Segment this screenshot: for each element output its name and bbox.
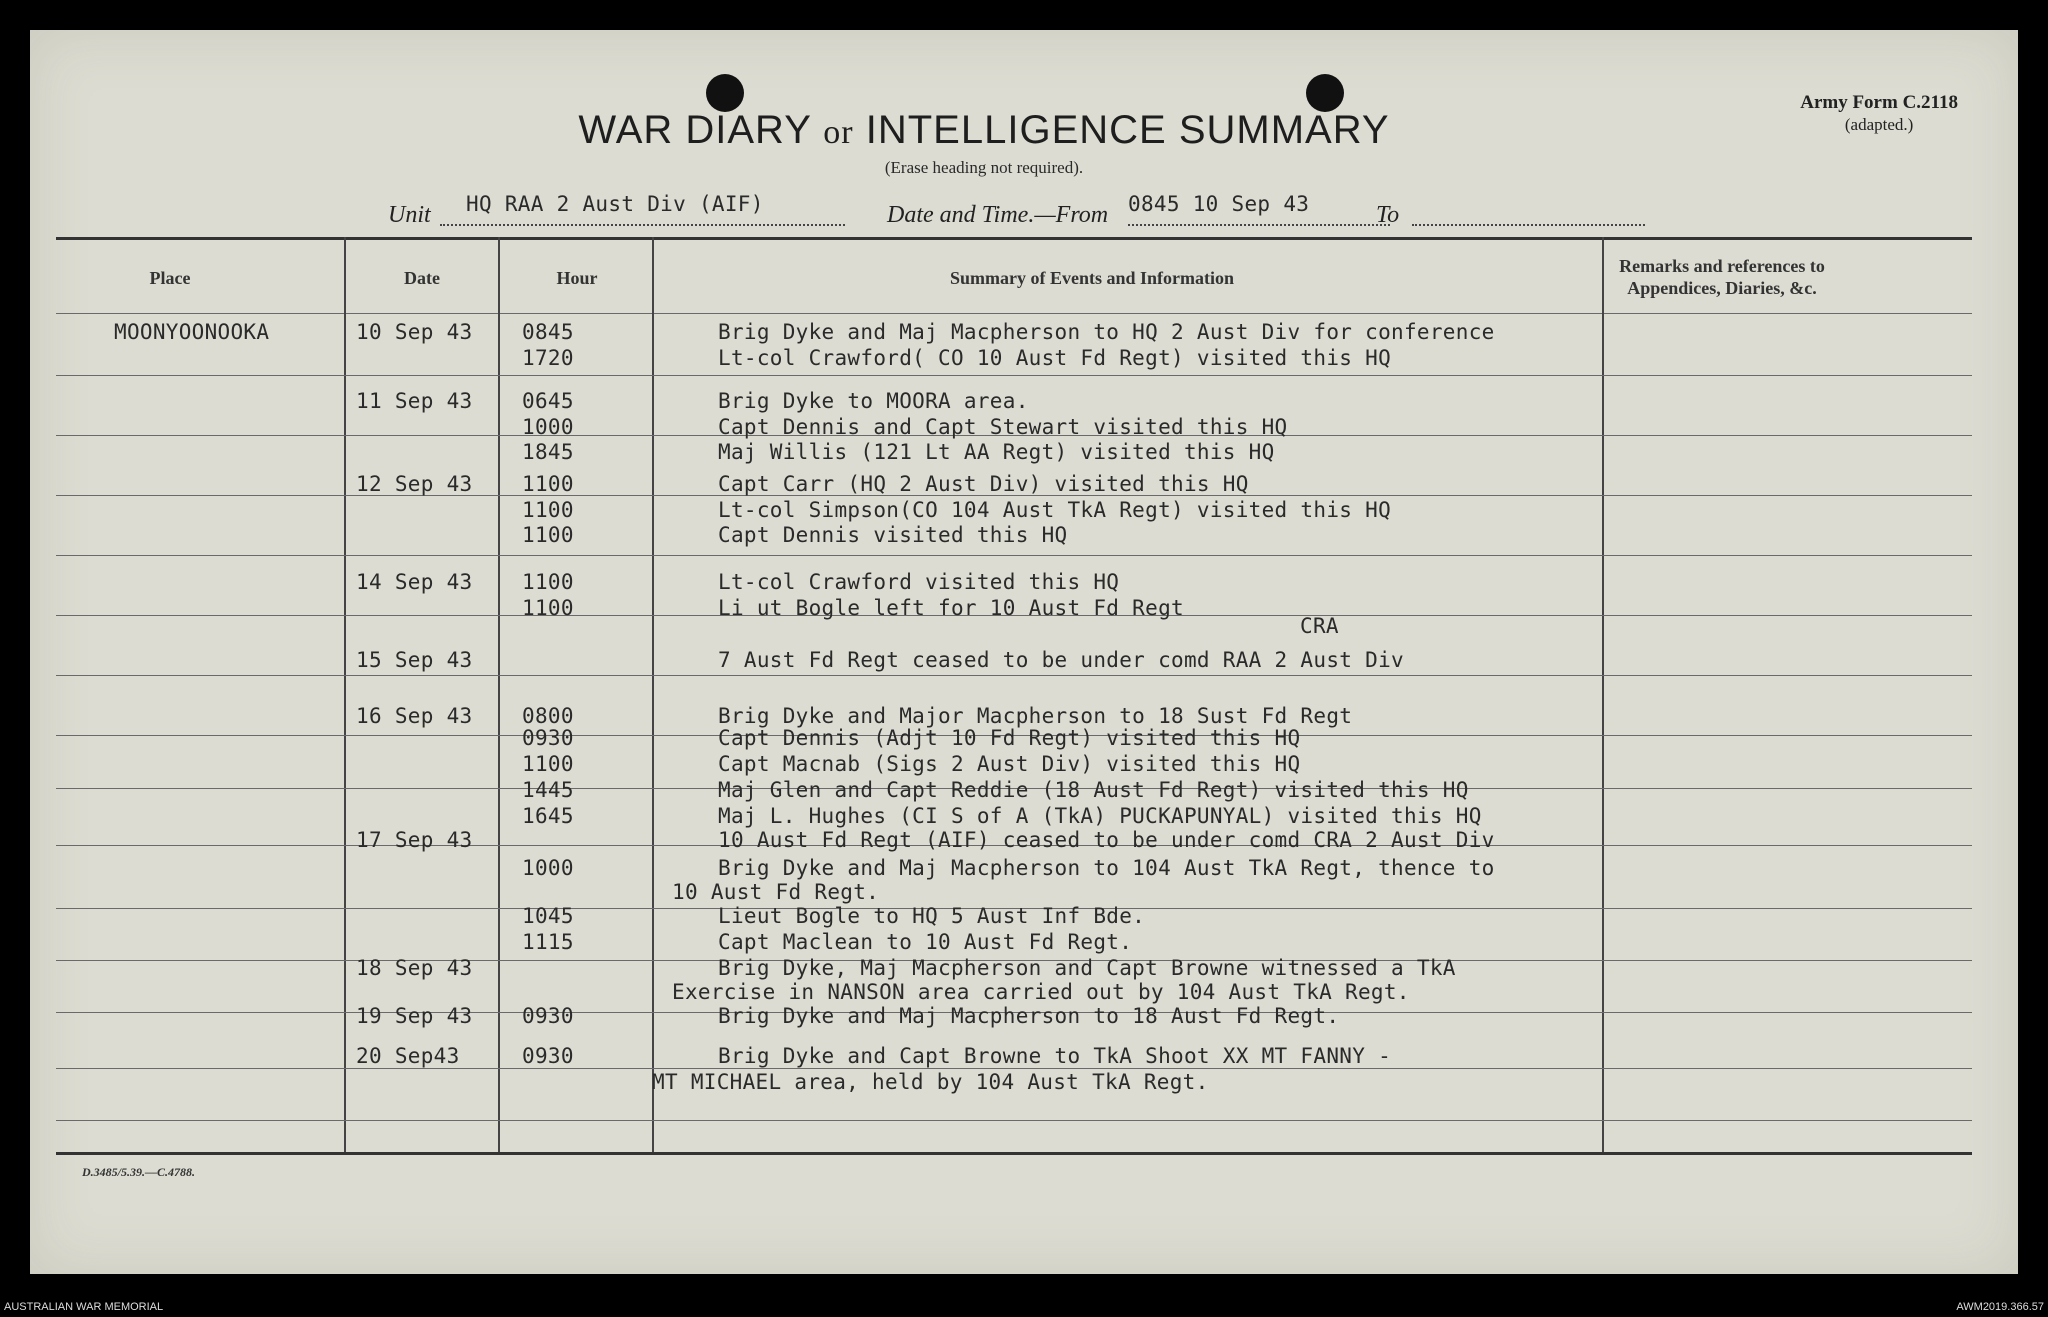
entry-summary: Exercise in NANSON area carried out by 104 Aust TkA Regt. [672, 980, 1410, 1004]
entry-date: 14 Sep 43 [356, 570, 473, 594]
table-row-rule [56, 1068, 1972, 1069]
entry-summary: Brig Dyke, Maj Macpherson and Capt Browne witnessed a TkA [718, 956, 1456, 980]
entry-hour: 1100 [522, 523, 574, 547]
entry-summary: Capt Dennis and Capt Stewart visited this HQ [718, 415, 1288, 439]
archive-reference: AWM2019.366.57 [1956, 1301, 2044, 1313]
header-remarks [1532, 255, 1912, 299]
unit-dotline [440, 224, 845, 226]
entry-summary: Brig Dyke and Maj Macpherson to 104 Aust TkA Regt, thence to [718, 856, 1495, 880]
entry-hour: 0930 [522, 1044, 574, 1068]
entry-hour: 1445 [522, 778, 574, 802]
unit-value: HQ RAA 2 Aust Div (AIF) [466, 192, 764, 216]
entry-summary: Capt Dennis visited this HQ [718, 523, 1068, 547]
unit-label: Unit [388, 202, 431, 228]
entry-hour: 0845 [522, 320, 574, 344]
entry-summary: Lt-col Crawford( CO 10 Aust Fd Regt) visited this HQ [718, 346, 1392, 370]
entry-summary: CRA [1300, 614, 1339, 638]
entry-date: 18 Sep 43 [356, 956, 473, 980]
entry-date: 12 Sep 43 [356, 472, 473, 496]
erase-heading-note: (Erase heading not required). [884, 158, 1084, 177]
entry-summary: Capt Maclean to 10 Aust Fd Regt. [718, 930, 1133, 954]
army-form-label [1800, 92, 1958, 136]
entry-summary: Maj Willis (121 Lt AA Regt) visited this HQ [718, 440, 1275, 464]
table-row-rule [56, 375, 1972, 376]
entry-summary: Lt-col Simpson(CO 104 Aust TkA Regt) visited this HQ [718, 498, 1392, 522]
entry-summary: MT MICHAEL area, held by 104 Aust TkA Regt. [652, 1070, 1209, 1094]
entry-hour: 1100 [522, 596, 574, 620]
entry-date: 15 Sep 43 [356, 648, 473, 672]
entry-hour: 1100 [522, 472, 574, 496]
table-row-rule [56, 675, 1972, 676]
title-war-diary: WAR DIARY [578, 108, 812, 152]
army-form-adapted: (adapted.) [1844, 115, 1914, 134]
entry-summary: Li ut Bogle left for 10 Aust Fd Regt [718, 596, 1184, 620]
entry-date: 16 Sep 43 [356, 704, 473, 728]
entry-date: 11 Sep 43 [356, 389, 473, 413]
entry-hour: 0930 [522, 1004, 574, 1028]
entry-summary: 10 Aust Fd Regt (AIF) ceased to be under comd CRA 2 Aust Div [718, 828, 1495, 852]
punch-hole-right [1306, 74, 1344, 112]
war-diary-sheet [30, 30, 2018, 1274]
entry-date: 20 Sep43 [356, 1044, 460, 1068]
date-time-label: Date and Time.—From [887, 202, 1109, 228]
entry-summary: Maj L. Hughes (CI S of A (TkA) PUCKAPUNYAL) visited this HQ [718, 804, 1482, 828]
document-title [30, 108, 2018, 153]
entry-summary: Brig Dyke and Maj Macpherson to 18 Aust Fd Regt. [718, 1004, 1340, 1028]
entry-place: MOONYOONOOKA [114, 320, 270, 344]
punch-hole-left [706, 74, 744, 112]
entry-date: 19 Sep 43 [356, 1004, 473, 1028]
header-date: Date [404, 268, 440, 288]
entry-summary: Capt Macnab (Sigs 2 Aust Div) visited this HQ [718, 752, 1301, 776]
entry-hour: 1720 [522, 346, 574, 370]
entry-hour: 1100 [522, 570, 574, 594]
title-intelligence-summary: INTELLIGENCE SUMMARY [865, 108, 1390, 152]
entry-hour: 0930 [522, 726, 574, 750]
entry-summary: Capt Carr (HQ 2 Aust Div) visited this HQ [718, 472, 1249, 496]
entry-hour: 0645 [522, 389, 574, 413]
form-code: D.3485/5.39.—C.4788. [82, 1165, 196, 1179]
table-bottom-rule [56, 1152, 1972, 1155]
entry-summary: Lt-col Crawford visited this HQ [718, 570, 1120, 594]
entry-summary: Lieut Bogle to HQ 5 Aust Inf Bde. [718, 904, 1146, 928]
entry-hour: 1100 [522, 498, 574, 522]
header-hour: Hour [556, 268, 598, 288]
table-row-rule [56, 555, 1972, 556]
table-row-rule [56, 1120, 1972, 1121]
title-or: or [823, 114, 854, 151]
archive-label: AUSTRALIAN WAR MEMORIAL [4, 1301, 164, 1313]
entry-summary: Brig Dyke to MOORA area. [718, 389, 1029, 413]
entry-hour: 1645 [522, 804, 574, 828]
entry-hour: 1045 [522, 904, 574, 928]
entry-summary: Brig Dyke and Capt Browne to TkA Shoot XX MT FANNY - [718, 1044, 1392, 1068]
date-time-dotline [1128, 224, 1390, 226]
entry-summary: 7 Aust Fd Regt ceased to be under comd RAA 2 Aust Div [718, 648, 1404, 672]
entry-hour: 1000 [522, 856, 574, 880]
entry-hour: 0800 [522, 704, 574, 728]
header-remarks-line1: Remarks and references to [1619, 256, 1825, 276]
date-time-value: 0845 10 Sep 43 [1128, 192, 1310, 216]
header-summary: Summary of Events and Information [949, 268, 1235, 288]
header-remarks-line2: Appendices, Diaries, &c. [1627, 278, 1817, 298]
header-place: Place [149, 268, 191, 288]
entry-hour: 1845 [522, 440, 574, 464]
entry-date: 17 Sep 43 [356, 828, 473, 852]
entry-date: 10 Sep 43 [356, 320, 473, 344]
entry-summary: Capt Dennis (Adjt 10 Fd Regt) visited this HQ [718, 726, 1301, 750]
army-form-number: Army Form C.2118 [1800, 92, 1958, 113]
entry-summary: 10 Aust Fd Regt. [672, 880, 880, 904]
entry-summary: Brig Dyke and Maj Macpherson to HQ 2 Aust Div for conference [718, 320, 1495, 344]
entry-summary: Maj Glen and Capt Reddie (18 Aust Fd Regt) visited this HQ [718, 778, 1469, 802]
entry-hour: 1000 [522, 415, 574, 439]
entry-hour: 1115 [522, 930, 574, 954]
entry-hour: 1100 [522, 752, 574, 776]
to-label: To [1376, 202, 1400, 228]
to-dotline [1412, 224, 1645, 226]
entry-summary: Brig Dyke and Major Macpherson to 18 Sust Fd Regt [718, 704, 1353, 728]
